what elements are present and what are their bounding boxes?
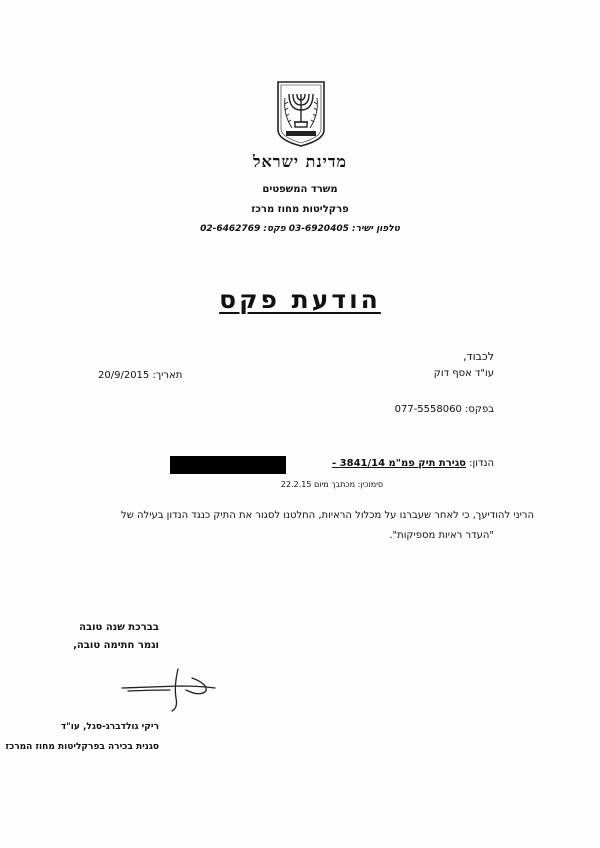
closing-greeting-1: בברכת שנה טובה xyxy=(79,622,159,633)
office-name: פרקליטות מחוז מרכז xyxy=(251,204,349,215)
subject-text: סגירת תיק פמ"מ 3841/14 - xyxy=(332,458,466,469)
subject-line xyxy=(332,458,494,469)
recipient-name: עו"ד אסף דוק xyxy=(433,368,494,379)
reference-line: סימוכין: מכתבך מיום 22.2.15 xyxy=(280,480,384,489)
subject-prefix: הנדון: xyxy=(469,458,494,469)
state-emblem-menorah-icon xyxy=(274,80,328,148)
contact-line: טלפון ישיר: 03-6920405 פקס: 02-6462769 xyxy=(200,224,400,234)
recipient-fax: בפקס: 077-5558060 xyxy=(394,404,494,415)
body-line-2: "העדר ראיות מספיקות". xyxy=(389,530,494,541)
closing-greeting-2: וגמר חתימה טובה, xyxy=(73,640,159,651)
state-name: מדינת ישראל xyxy=(252,152,348,171)
redaction-bar xyxy=(170,456,286,474)
document-title: הודעת פקס xyxy=(219,285,381,314)
recipient-salutation: לכבוד, xyxy=(463,350,494,363)
signer-name: ריקי גולדברג-סגל, עו"ד xyxy=(60,722,159,732)
ministry-name: משרד המשפטים xyxy=(262,184,338,195)
body-line-1: הריני להודיעך, כי לאחר שעברנו על מכלול הראיות, החלטנו לסגור את התיק כנגד הנדון בעילה של xyxy=(121,510,534,521)
date-line: תאריך: 20/9/2015 xyxy=(98,370,183,381)
handwritten-signature xyxy=(120,666,220,712)
signer-title: סגנית בכירה בפרקליטות מחוז המרכז xyxy=(5,742,159,752)
